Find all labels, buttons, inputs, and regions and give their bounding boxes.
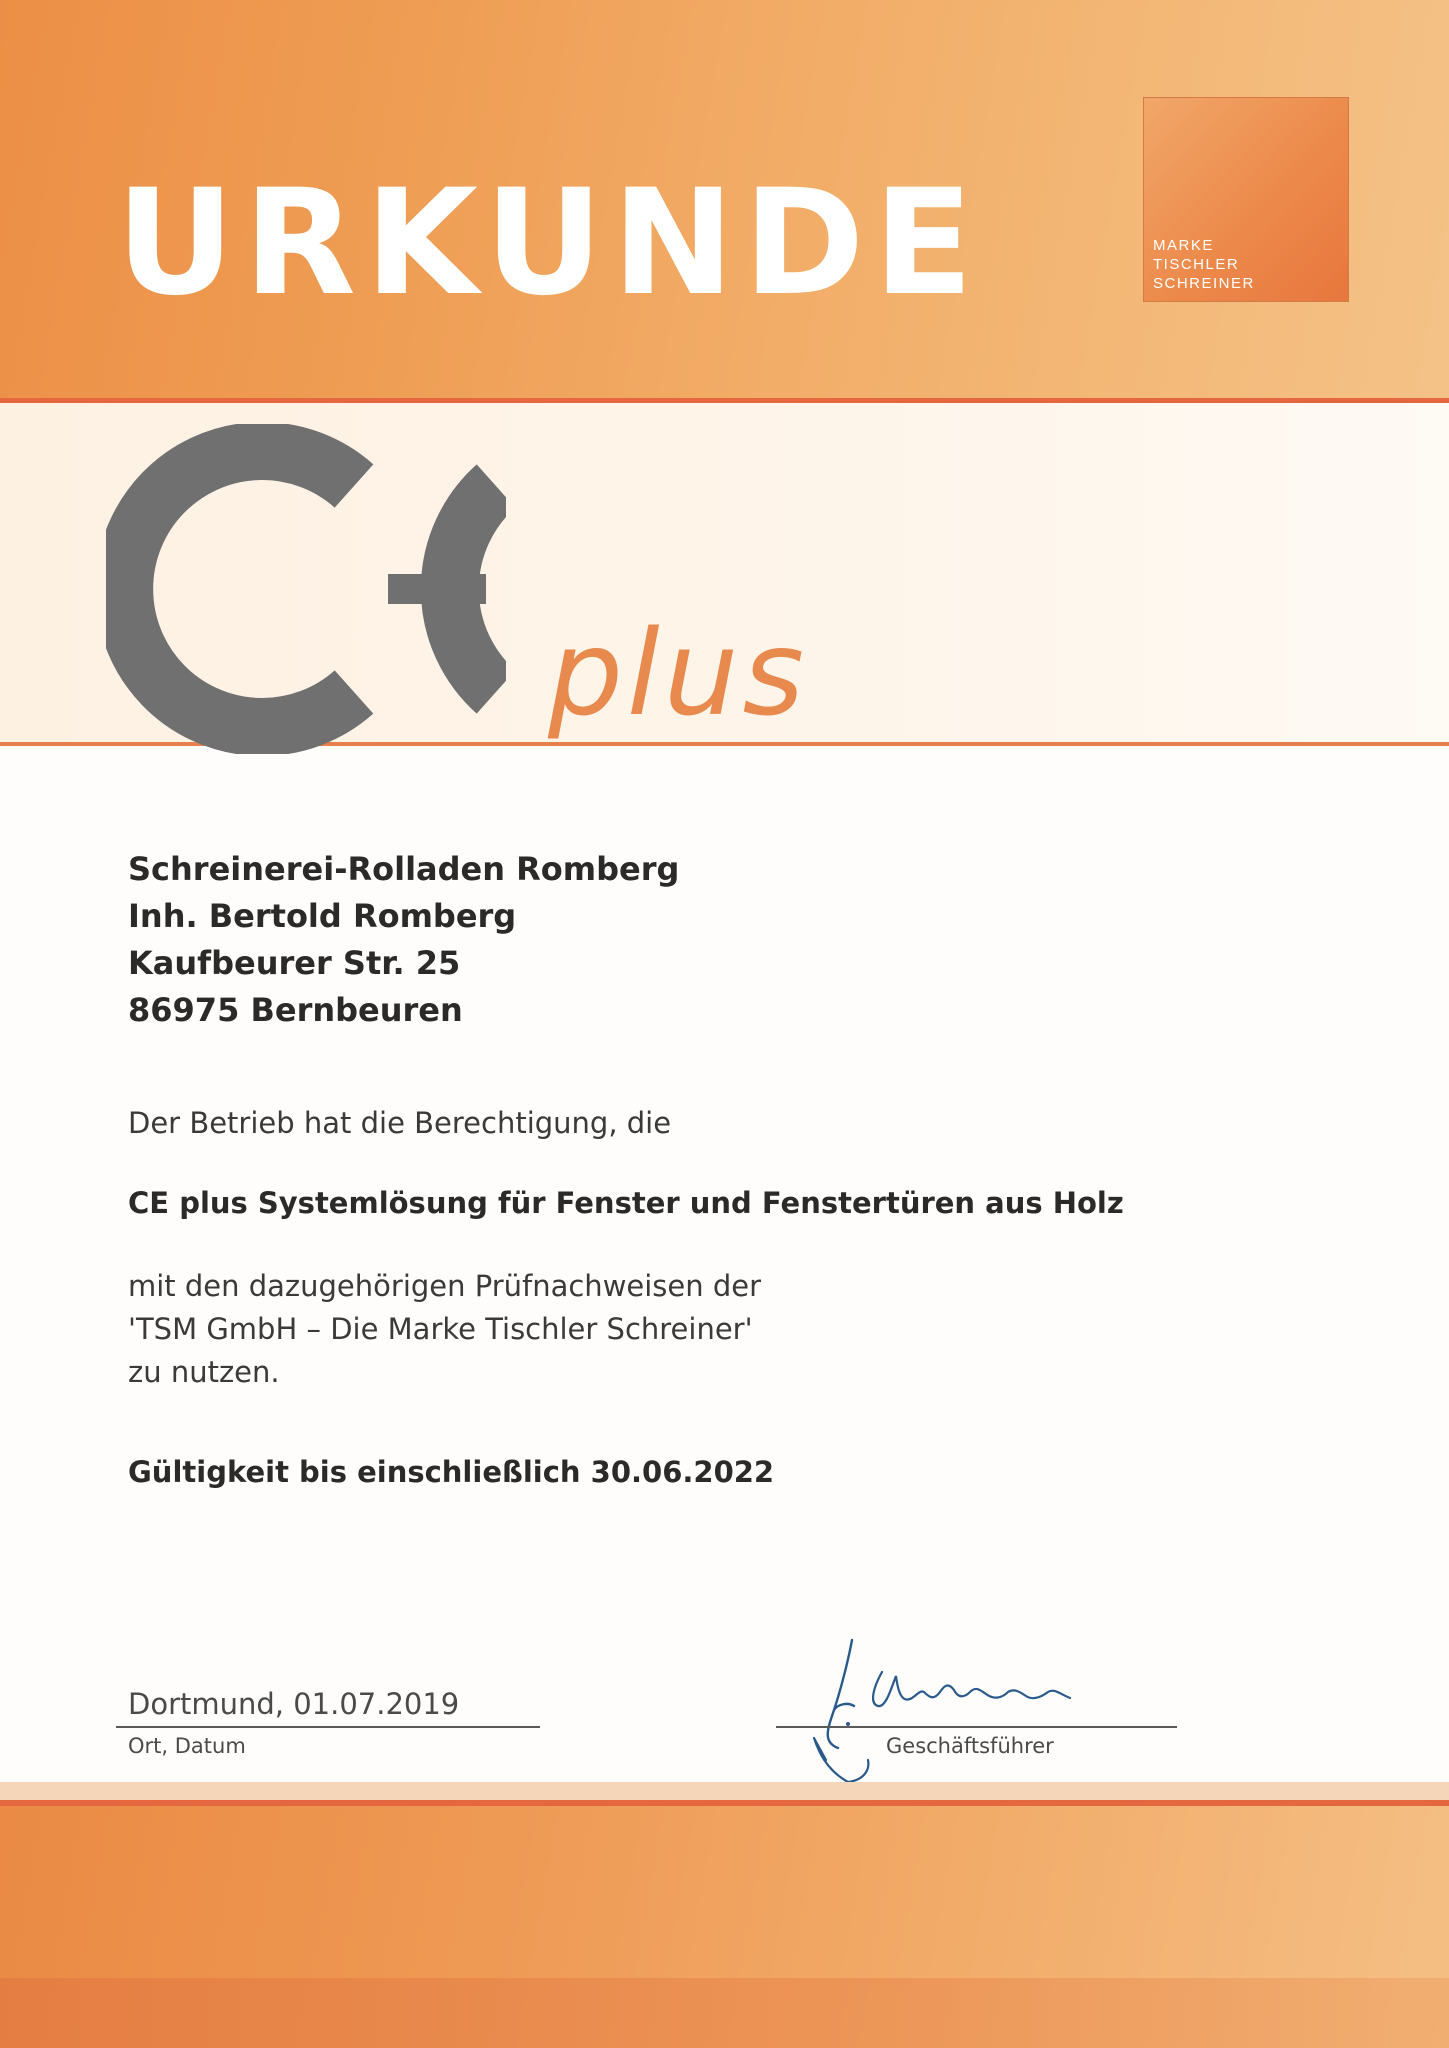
- recipient-owner: Inh. Bertold Romberg: [128, 897, 517, 935]
- place-date: Dortmund, 01.07.2019: [128, 1687, 460, 1721]
- footer-shade: [0, 1978, 1449, 2048]
- system-name: CE plus Systemlösung für Fenster und Fenstertüren aus Holz: [128, 1186, 1124, 1220]
- brand-line: MARKE: [1153, 237, 1214, 254]
- header-band: [0, 0, 1449, 398]
- signature-line: [776, 1726, 1177, 1728]
- recipient-street: Kaufbeurer Str. 25: [128, 944, 461, 982]
- signatory-role: Geschäftsführer: [886, 1734, 1054, 1758]
- recipient-city: 86975 Bernbeuren: [128, 991, 463, 1029]
- details-line: zu nutzen.: [128, 1355, 280, 1389]
- footer-highlight: [0, 1782, 1449, 1800]
- details-line: 'TSM GmbH – Die Marke Tischler Schreiner': [128, 1312, 753, 1346]
- certificate-title: URKUNDE: [116, 158, 983, 328]
- brand-line: TISCHLER: [1153, 256, 1240, 273]
- brand-line: SCHREINER: [1153, 275, 1255, 292]
- validity-date: Gültigkeit bis einschließlich 30.06.2022: [128, 1455, 775, 1489]
- ce-mark-e-bar: [388, 574, 486, 604]
- brand-logo-text: [1153, 236, 1255, 293]
- brand-logo: [1143, 97, 1349, 302]
- ce-plus-label: plus: [548, 604, 808, 742]
- recipient-name: Schreinerei-Rolladen Romberg: [128, 850, 680, 888]
- place-date-line: [116, 1726, 540, 1728]
- permission-intro: Der Betrieb hat die Berechtigung, die: [128, 1106, 672, 1140]
- ce-mark-logo: [106, 424, 506, 754]
- handwritten-signature: [808, 1632, 1088, 1788]
- details-line: mit den dazugehörigen Prüfnachweisen der: [128, 1269, 762, 1303]
- ce-mark-c: [124, 451, 354, 727]
- place-date-caption: Ort, Datum: [128, 1734, 246, 1758]
